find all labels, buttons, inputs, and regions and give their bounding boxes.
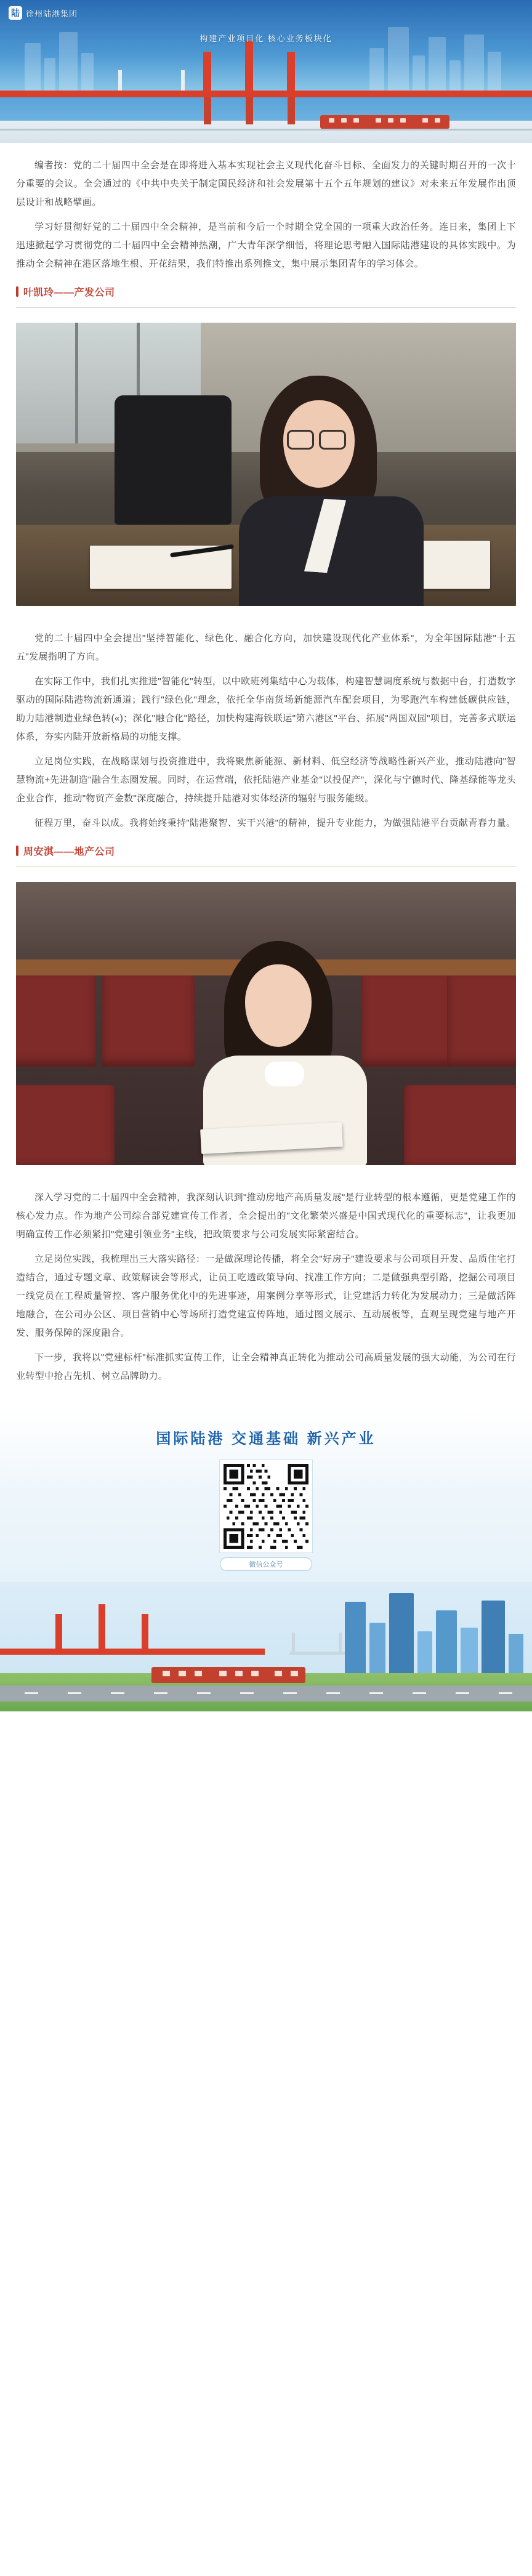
logo-text: 徐州陆港集团 — [26, 9, 78, 18]
glasses-icon — [287, 430, 314, 450]
section-1-paragraph: 征程万里，奋斗以成。我将始终秉持"陆港聚智、实干兴港"的精神，提升专业能力，为做强陆港平台贡献青春力量。 — [34, 818, 516, 828]
auditorium-seat — [16, 1085, 115, 1165]
glasses-icon — [319, 430, 346, 450]
banner-slogan: 构建产业项目化 核心业务板块化 — [200, 34, 332, 43]
section-divider — [16, 866, 516, 867]
logo-mark: 陆 — [9, 6, 22, 20]
freight-train-icon — [320, 115, 449, 129]
skyline-building — [369, 48, 384, 91]
footer-building — [389, 1593, 414, 1674]
section-2-paragraph: 深入学习党的二十届四中全会精神，我深刻认识到"推动房地产高质量发展"是行业转型的根本遵循，更是党建工作的核心发力点。作为地产公司综合部党建宣传工作者，全会提出的"文化繁荣兴盛是中国式现代化的重要标志"，让我更加明确宣传工作必须紧扣"党建引领业务"主线，把政策要求与公司发展实际紧密结合。 — [16, 1192, 516, 1240]
gantry-crane-icon — [289, 1652, 345, 1655]
footer-building — [417, 1631, 432, 1674]
skyline-building — [44, 58, 55, 91]
auditorium-seat — [404, 1085, 516, 1165]
footer-bridge-pylon — [55, 1614, 62, 1655]
section-1-photo — [16, 323, 516, 606]
section-2-paragraph: 立足岗位实践，我梳理出三大落实路径：一是做深理论传播，将全会"好房子"建设要求与公司项目开发、品质住宅打造结合，通过专题文章、政策解读会等形式，让员工吃透政策导向、找准工作方向；二是做强典型引路，挖掘公司项目一线党员在工程质量管控、客户服务优化中的先进事迹，用案例分享等形式，让党建活力转化为发展动力；三是做活阵地融合，在公司办公区、项目营销中心等场所打造党建宣传阵地，通过图文展示、互动展板等，直观呈现党建与地产开发、服务保障的深度融合。 — [16, 1254, 516, 1338]
section-divider — [16, 307, 516, 308]
footer-bridge-deck — [0, 1649, 265, 1655]
footer-bridge-pylon — [142, 1614, 148, 1655]
intro-paragraph: 学习好贯彻好党的二十届四中全会精神，是当前和今后一个时期全党全国的一项重大政治任务。连日来，集团上下迅速掀起学习贯彻党的二十届四中全会精神热潮，广大青年深学细悟，将理论思考融入国际陆港建设的具体实践中。为推动全会精神在港区落地生根、开花结果，我们特推出系列推文，集中展示集团青年的学习体会。 — [16, 222, 516, 269]
bridge-pylon — [245, 41, 253, 97]
footer-building — [482, 1601, 505, 1674]
person-portrait — [233, 376, 436, 606]
footer-illustration — [0, 1582, 532, 1711]
skyline-building — [449, 60, 461, 91]
bridge-pylon — [287, 52, 295, 97]
skyline-building — [25, 43, 41, 91]
section-1-paragraph: 在实际工作中，我们扎实推进"智能化"转型，以中欧班列集结中心为载体，构建智慧调度系统与数据中台，打造数字驱动的国际陆港物流新通道；践行"绿色化"理念，依托全华南货场新能源汽车配套项目，为零跑汽车构建低碳供应链，助力陆港制造业绿色转(«)；深化"融合化"路径，加快构建海铁联运"第六港区"平台、拓展"两国双园"项目，完善多式联运体系，夯实内陆开放新格局的功能支撑。 — [16, 676, 516, 742]
footer-building — [369, 1623, 385, 1674]
bridge-leg — [288, 96, 295, 124]
footer-title: 国际陆港 交通基础 新兴产业 — [156, 1431, 376, 1447]
section-1-paragraph: 党的二十届四中全会提出"坚持智能化、绿色化、融合化方向，加快建设现代化产业体系"，为全年国际陆港"十五五"发展指明了方向。 — [16, 633, 516, 662]
section-title-2: 周安淇——地产公司 — [16, 844, 516, 858]
gantry-crane-leg — [339, 1633, 342, 1655]
skyline-building — [81, 53, 94, 91]
auditorium-seat — [447, 974, 516, 1067]
banner-ground — [0, 121, 532, 143]
qr-code-block[interactable] — [220, 1460, 312, 1571]
intro-paragraph: 编者按：党的二十届四中全会是在即将进入基本实现社会主义现代化奋斗目标、全面发力的关键时期召开的一次十分重要的会议。全会通过的《中共中央关于制定国民经济和社会发展第十五个五年规划的建议》对未来五年发展作出顶层设计和战略擘画。 — [16, 160, 516, 208]
skyline-building — [464, 34, 484, 91]
skyline-building — [488, 52, 501, 91]
skyline-building — [59, 32, 78, 91]
article-body — [0, 143, 532, 323]
bridge-leg — [246, 96, 253, 124]
bridge-leg — [204, 96, 211, 124]
auditorium-seat — [16, 974, 96, 1067]
section-2-paragraph: 下一步，我将以"党建标杆"标准抓实宣传工作，让全会精神真正转化为推动公司高质量发展的强大动能，为公司在行业转型中抢占先机、树立品牌助力。 — [16, 1352, 516, 1381]
skyline-building — [429, 37, 446, 91]
footer-building — [436, 1610, 457, 1674]
auditorium-seat — [102, 974, 195, 1067]
footer-road — [0, 1686, 532, 1702]
footer-train-icon — [151, 1667, 305, 1683]
footer-building — [461, 1628, 478, 1674]
qr-code-image[interactable] — [220, 1460, 312, 1552]
skyline-building — [413, 55, 425, 91]
footer-bridge-pylon — [99, 1604, 105, 1655]
notebook-paper — [90, 546, 232, 589]
bridge-pylon — [203, 52, 211, 97]
footer-banner — [0, 1410, 532, 1711]
office-chair — [115, 395, 232, 525]
section-1-paragraph: 立足岗位实践，在战略谋划与投资推进中，我将聚焦新能源、新材料、低空经济等战略性新兴产业，推动陆港向"智慧物流+先进制造"融合生态圈发展。同时，在运营端，依托陆港产业基金"以投促产"，深化与宁德时代、隆基绿能等龙头企业合作，推动"物贸产金数"深度融合，持续提升陆港对实体经济的辐射与服务能级。 — [16, 756, 516, 804]
rail-line — [0, 129, 532, 131]
bridge-deck — [0, 91, 532, 97]
skyline-building — [388, 27, 409, 91]
gantry-crane-leg — [292, 1633, 295, 1655]
header-banner — [0, 0, 532, 143]
footer-building — [509, 1634, 523, 1674]
section-2-photo — [16, 882, 516, 1165]
qr-caption: 微信公众号 — [220, 1557, 312, 1571]
brand-logo[interactable] — [9, 6, 78, 20]
footer-building — [345, 1602, 366, 1674]
section-title-1: 叶凯玲——产发公司 — [16, 285, 516, 299]
